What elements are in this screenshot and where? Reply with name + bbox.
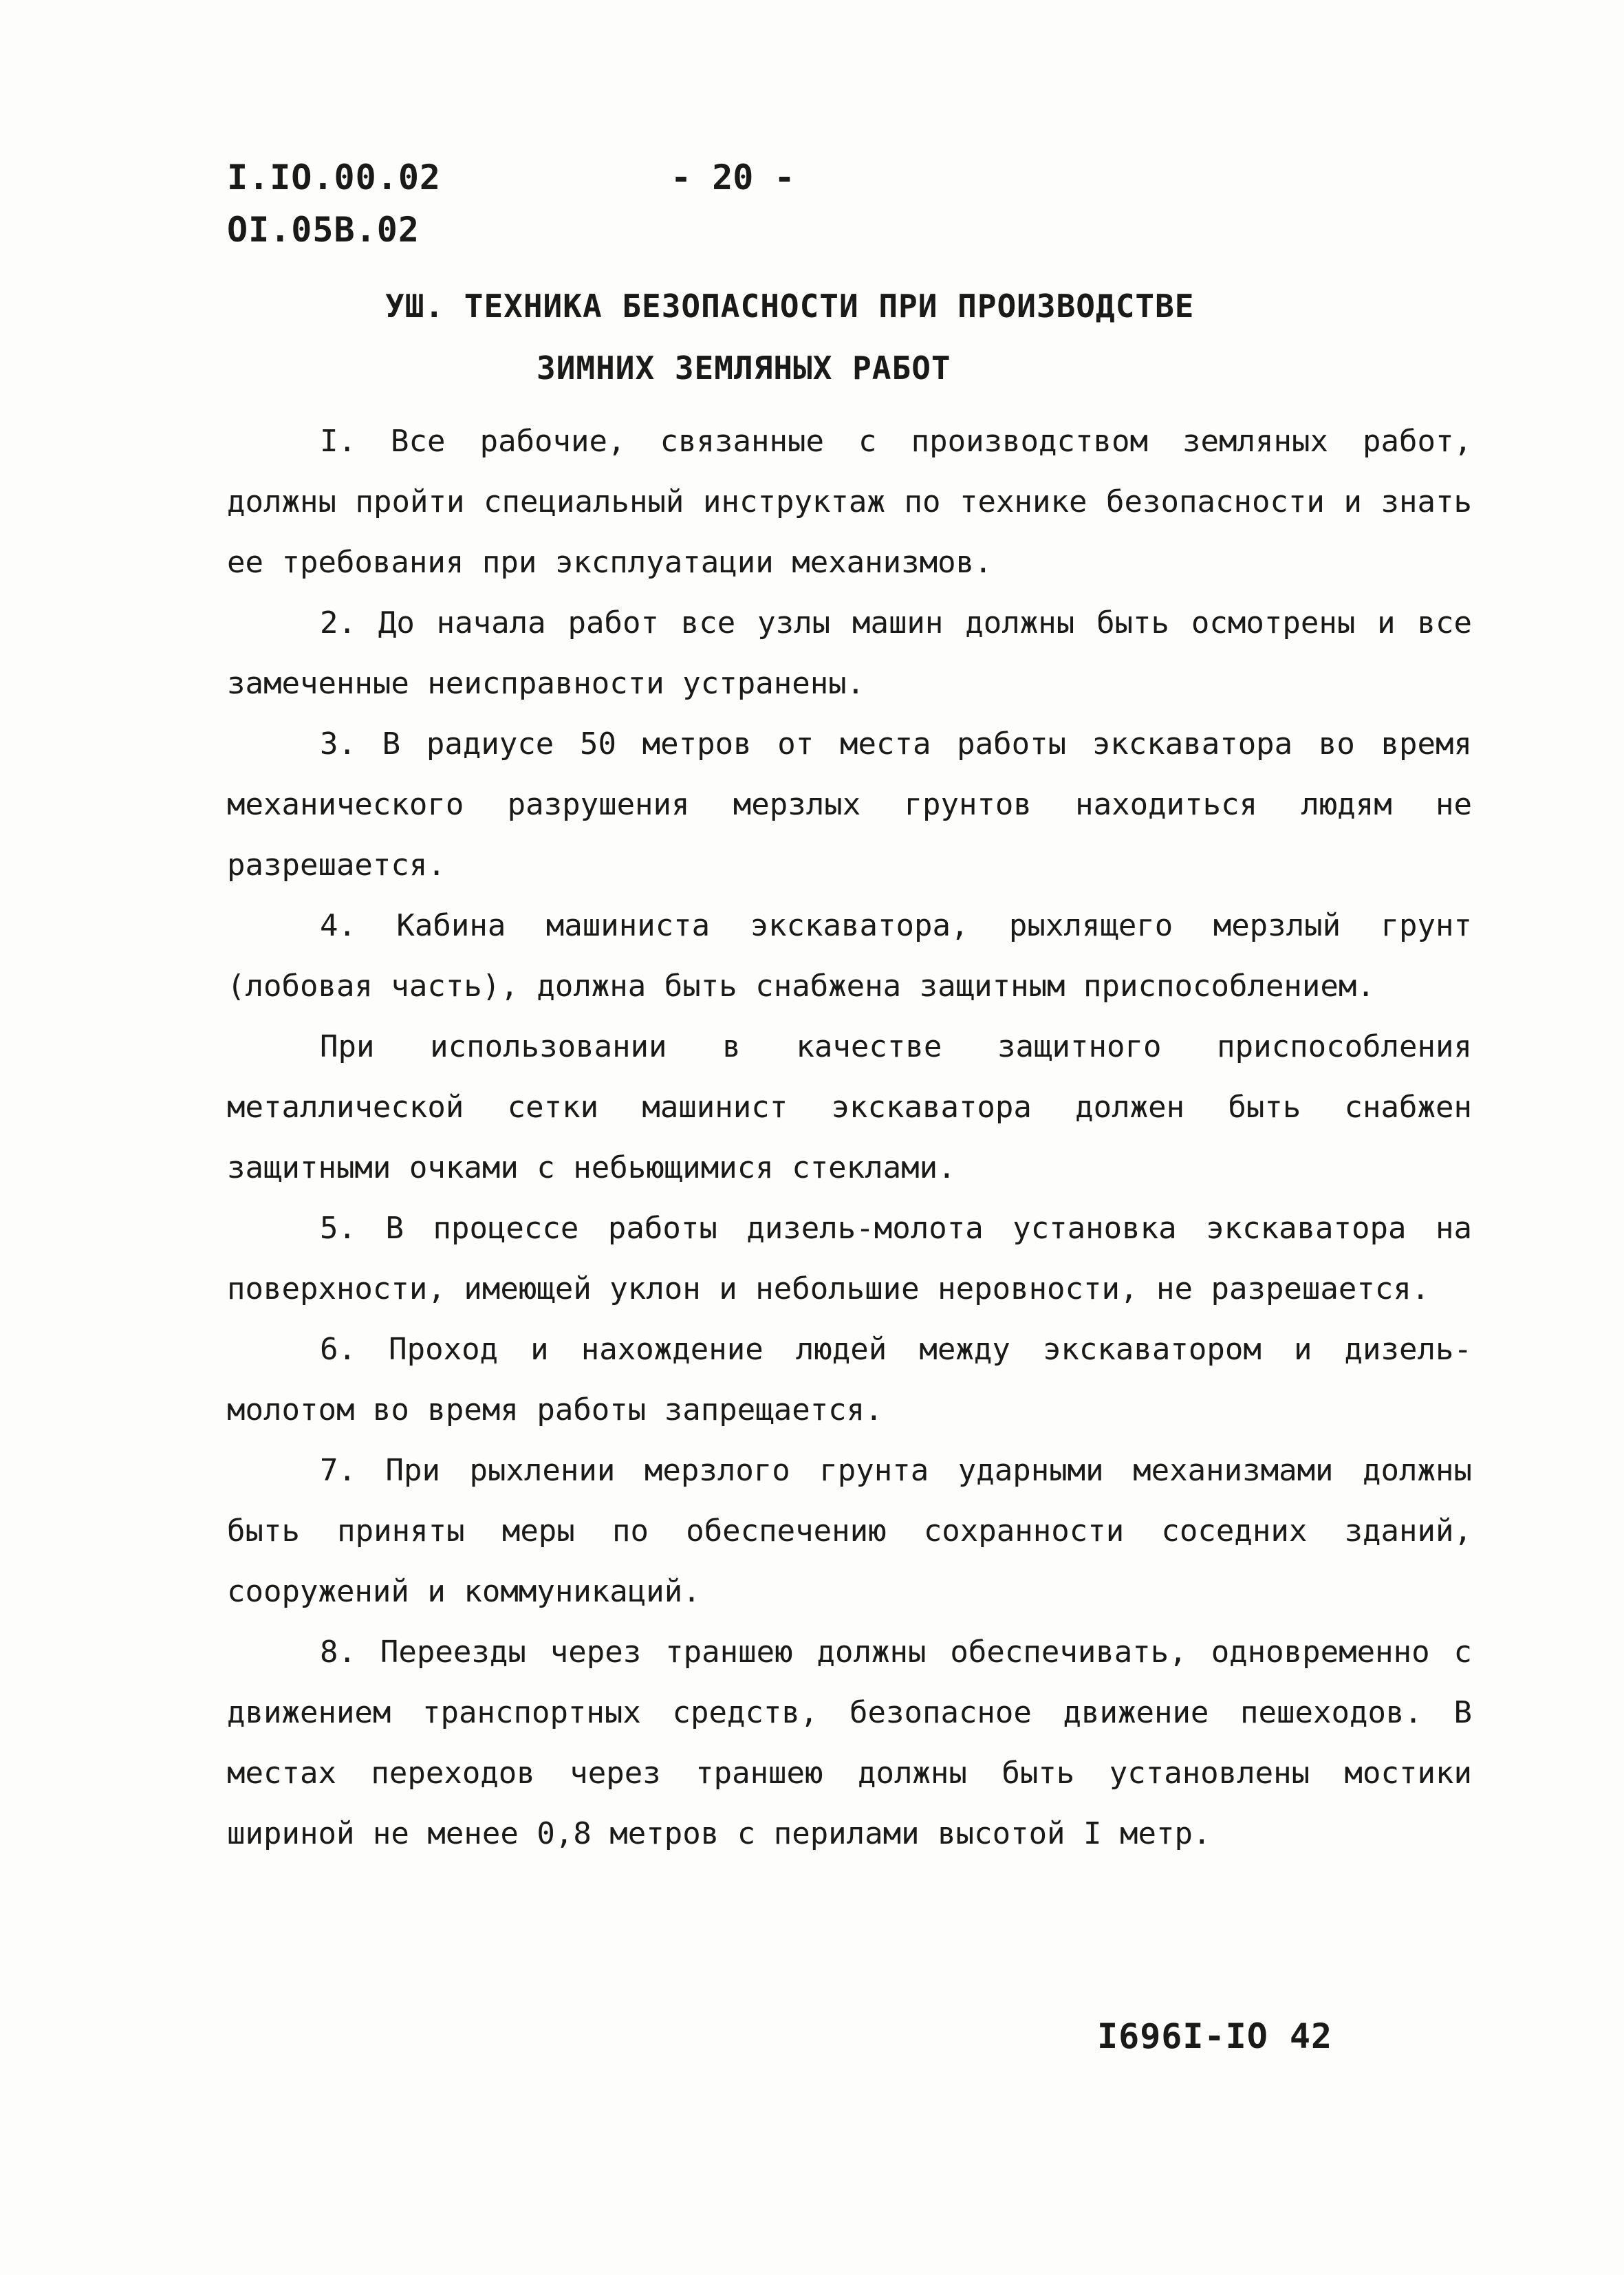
section-title-line-1: УШ. ТЕХНИКА БЕЗОПАСНОСТИ ПРИ ПРОИЗВОДСТВЕ bbox=[385, 288, 1195, 325]
paragraph-5: 5. В процессе работы дизель-молота установка экскаватора на поверхности, имеющей уклон и небольшие неровности, не разрешается. bbox=[227, 1211, 1472, 1306]
document-code-line-1: I.IO.00.02 bbox=[227, 158, 442, 197]
paragraph-2: 2. До начала работ все узлы машин должны быть осмотрены и все замеченные неисправности устранены. bbox=[227, 605, 1472, 701]
document-body bbox=[227, 411, 1472, 1864]
paragraph-7: 7. При рыхлении мерзлого грунта ударными механизмами должны быть приняты меры по обеспечению сохранности соседних зданий, сооружений и коммуникаций. bbox=[227, 1453, 1472, 1609]
document-code-line-2: OI.05B.02 bbox=[227, 210, 420, 250]
paragraph-4: 4. Кабина машиниста экскаватора, рыхлящего мерзлый грунт (лобовая часть), должна быть снабжена защитным приспособлением. bbox=[227, 908, 1472, 1004]
paragraph-8: 8. Переезды через траншею должны обеспечивать, одновременно с движением транспортных средств, безопасное движение пешеходов. В местах переходов через траншею должны быть установлены мостики шириной не менее 0,8 метров с перилами высотой I метр. bbox=[227, 1635, 1472, 1851]
paragraph-1: I. Все рабочие, связанные с производством земляных работ, должны пройти специальный инструктаж по технике безопасности и знать ее требования при эксплуатации механизмов. bbox=[227, 424, 1472, 580]
document-code-block bbox=[227, 151, 441, 256]
section-title bbox=[385, 275, 1279, 399]
paragraph-3: 3. В радиусе 50 метров от места работы экскаватора во время механического разрушения мерзлых грунтов находиться людям не разрешается. bbox=[227, 726, 1472, 883]
page-number: - 20 - bbox=[671, 158, 795, 197]
footer-document-code: I696I-IO 42 bbox=[1097, 2016, 1333, 2056]
section-title-line-2: ЗИМНИХ ЗЕМЛЯНЫХ РАБОТ bbox=[537, 349, 951, 387]
paragraph-4-note: При использовании в качестве защитного приспособления металлической сетки машинист экскаватора должен быть снабжен защитными очками с небьющимися стеклами. bbox=[227, 1029, 1472, 1185]
paragraph-6: 6. Проход и нахождение людей между экскаватором и дизель-молотом во время работы запрещается. bbox=[227, 1332, 1472, 1427]
